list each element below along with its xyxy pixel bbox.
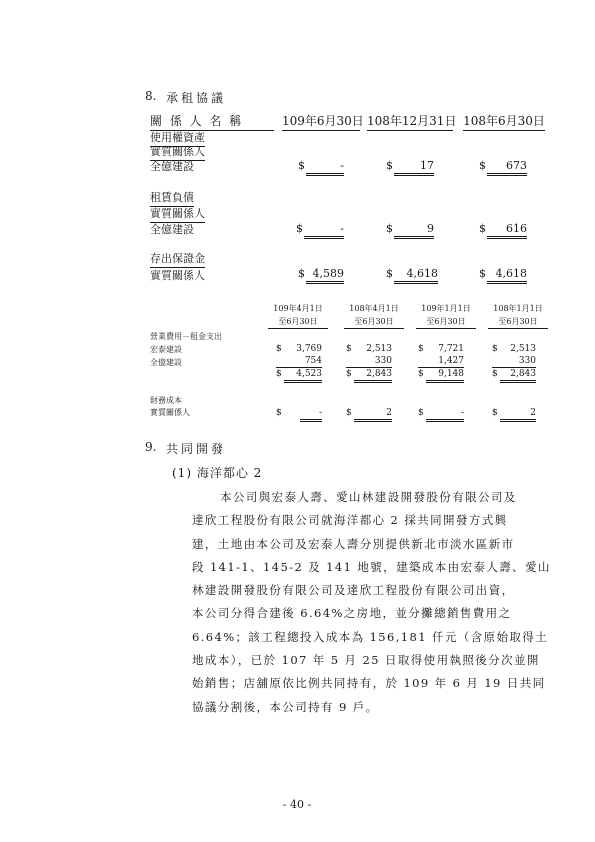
paragraph-line: 林建設開發股份有限公司及達欣工程股份有限公司出資，: [192, 583, 515, 598]
group-c-v3: 4,618: [487, 267, 527, 284]
currency-sign: $: [492, 369, 498, 379]
table1-header-col3: 108年6月30日: [463, 112, 545, 131]
section-9-number: 9.: [145, 440, 157, 454]
finance-label2: 實質關係人: [150, 408, 190, 417]
table1-header-col2: 108年12月31日: [367, 112, 453, 131]
section-8-title: 承租協議: [166, 91, 227, 105]
currency-sign: $: [296, 222, 303, 235]
group-a-v3: 673: [487, 159, 527, 176]
table2-row2-v2: 330: [346, 356, 392, 368]
table2-section-label: 營業費用－租金支出: [150, 332, 222, 341]
group-b-row-name: 全億建設: [150, 223, 194, 236]
currency-sign: $: [298, 267, 305, 280]
group-b-label2: 實質關係人: [150, 205, 205, 223]
table2-row1-v1: 3,769: [296, 344, 322, 354]
table2-total-v2: 2,843: [354, 369, 392, 383]
table2-row2-name: 全億建設: [150, 358, 182, 367]
paragraph-line: 地成本），已於 107 年 5 月 25 日取得使用執照後分次並開: [192, 653, 540, 668]
table1-header-name: 關 係 人 名 稱: [150, 112, 274, 131]
table2-total-v1: 4,523: [284, 369, 322, 383]
group-b-v1: -: [304, 222, 344, 239]
table2-header-col1-line1: 109年4月1日: [273, 304, 323, 313]
currency-sign: $: [386, 159, 393, 172]
section-9-subtitle: (1) 海洋都心 2: [172, 466, 263, 480]
currency-sign: $: [479, 267, 486, 280]
table2-row1-name: 宏泰建設: [150, 345, 182, 354]
currency-sign: $: [386, 267, 393, 280]
finance-label1: 財務成本: [150, 396, 182, 405]
currency-sign: $: [346, 408, 352, 418]
finance-v3: -: [426, 408, 464, 422]
table2-row1-v3: 7,721: [438, 344, 464, 354]
table1-header-col1: 109年6月30日: [282, 112, 360, 131]
paragraph-line: 段 141-1、145-2 及 141 地號，建築成本由宏泰人壽、愛山: [192, 559, 551, 574]
group-a-v1: -: [306, 159, 344, 176]
section-8-number: 8.: [145, 89, 157, 103]
finance-v1: -: [300, 408, 322, 422]
currency-sign: $: [346, 344, 352, 354]
currency-sign: $: [418, 344, 424, 354]
group-a-v2: 17: [394, 159, 434, 176]
paragraph-line: 本公司分得合建後 6.64%之房地，並分攤總銷售費用之: [192, 606, 512, 621]
group-b-v2: 9: [394, 222, 434, 239]
paragraph-line: 本公司與宏泰人壽、愛山林建設開發股份有限公司及: [220, 490, 517, 504]
finance-v4: 2: [500, 408, 536, 422]
table2-total-v3: 9,148: [426, 369, 464, 383]
currency-sign: $: [276, 408, 282, 418]
currency-sign: $: [479, 159, 486, 172]
table2-row2-v1: 754: [276, 356, 322, 368]
table2-row1-v2: 2,513: [366, 344, 392, 354]
currency-sign: $: [298, 159, 305, 172]
paragraph-line: 建，土地由本公司及宏泰人壽分別提供新北市淡水區新市: [192, 536, 515, 551]
paragraph-line: 協議分割後，本公司持有 9 戶。: [192, 699, 379, 714]
group-a-label1: 使用權資產: [150, 129, 205, 147]
table2-row2-v4: 330: [492, 356, 536, 368]
table2-header-col3-line1: 109年1月1日: [421, 304, 471, 313]
currency-sign: $: [479, 222, 486, 235]
currency-sign: $: [346, 369, 352, 379]
group-b-v3: 616: [487, 222, 527, 239]
table2-header-col4-line1: 108年1月1日: [493, 304, 543, 313]
table2-header-col2-line2: 至6月30日: [344, 316, 404, 329]
paragraph-line: 始銷售；店舖原依比例共同持有，於 109 年 6 月 19 日共同: [192, 676, 546, 691]
currency-sign: $: [386, 222, 393, 235]
group-c-v2: 4,618: [394, 267, 438, 284]
paragraph-line: 6.64%；該工程總投入成本為 156,181 仟元（含原始取得土: [192, 629, 549, 644]
currency-sign: $: [492, 344, 498, 354]
finance-v2: 2: [354, 408, 392, 422]
group-c-row-name: 實質關係人: [150, 269, 205, 282]
group-c-v1: 4,589: [306, 267, 344, 284]
table2-header-col4-line2: 至6月30日: [488, 316, 548, 329]
table2-header-col1-line2: 至6月30日: [268, 316, 328, 329]
group-c-label1: 存出保證金: [150, 250, 205, 268]
table2-row2-v3: 1,427: [418, 356, 464, 368]
currency-sign: $: [418, 408, 424, 418]
group-a-row-name: 全億建設: [150, 160, 194, 173]
group-b-label1: 租賃負債: [150, 189, 194, 207]
page-number: - 40 -: [282, 798, 312, 811]
currency-sign: $: [276, 344, 282, 354]
table2-total-v4: 2,843: [500, 369, 536, 383]
group-a-label2: 實質關係人: [150, 143, 205, 161]
table2-header-col3-line2: 至6月30日: [416, 316, 476, 329]
section-9-paragraph: [192, 486, 551, 719]
paragraph-line: 達欣工程股份有限公司就海洋都心 2 採共同開發方式興: [192, 513, 508, 528]
currency-sign: $: [492, 408, 498, 418]
table2-header-col2-line1: 108年4月1日: [349, 304, 399, 313]
currency-sign: $: [418, 369, 424, 379]
section-9-title: 共同開發: [166, 442, 227, 456]
table2-row1-v4: 2,513: [510, 344, 536, 354]
currency-sign: $: [276, 369, 282, 379]
